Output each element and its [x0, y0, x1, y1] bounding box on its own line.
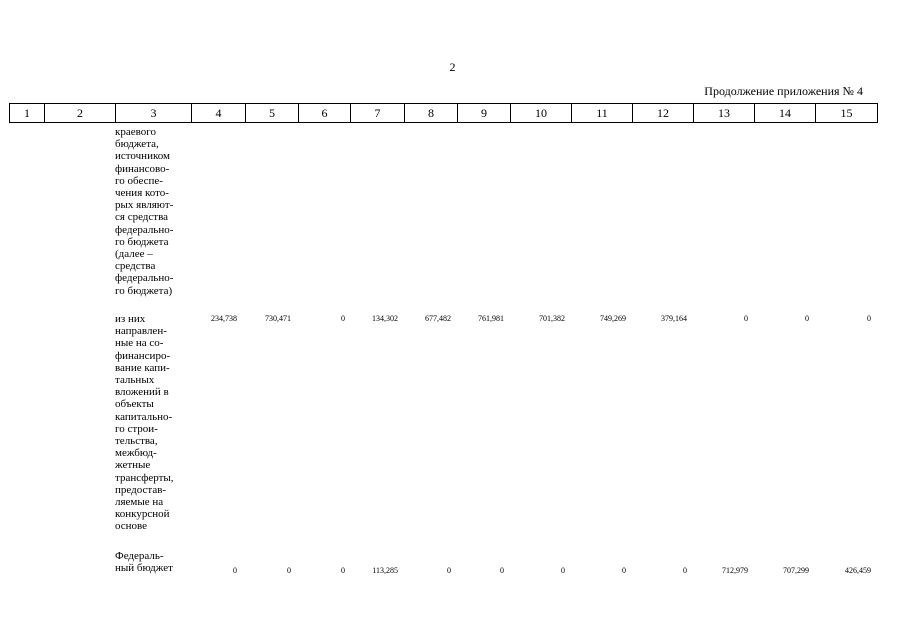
table-cell-value: 134,302: [372, 314, 398, 323]
column-number: 7: [351, 104, 405, 123]
table-cell-value: 701,382: [539, 314, 565, 323]
table-cell-value: 749,269: [600, 314, 626, 323]
table-cell-value: 0: [622, 566, 626, 575]
column-number: 2: [45, 104, 116, 123]
table-cell-value: 379,164: [661, 314, 687, 323]
column-number: 3: [116, 104, 192, 123]
appendix-continuation-label: Продолжение приложения № 4: [704, 84, 863, 98]
table-cell-value: 0: [867, 314, 871, 323]
column-number: 4: [192, 104, 246, 123]
column-number: 13: [694, 104, 755, 123]
table-cell-value: 0: [805, 314, 809, 323]
table-cell-value: 113,285: [372, 566, 398, 575]
table-cell-value: 677,482: [425, 314, 451, 323]
column-number: 5: [246, 104, 299, 123]
column-number: 9: [458, 104, 511, 123]
table-cell-value: 426,459: [845, 566, 871, 575]
table-cell-value: 0: [447, 566, 451, 575]
table-cell-value: 0: [500, 566, 504, 575]
column-number-header: [9, 103, 878, 123]
column-number: 1: [10, 104, 45, 123]
column-number: 11: [572, 104, 633, 123]
row-description-regional-budget: краевого бюджета, источником финансово- го обеспе- чения кото- рых являют- ся средства федерально- го бюджета (далее – средства федерально- го бюджета): [115, 126, 174, 297]
table-cell-value: 0: [561, 566, 565, 575]
column-number: 8: [405, 104, 458, 123]
table-cell-value: 0: [341, 314, 345, 323]
column-number: 12: [633, 104, 694, 123]
table-cell-value: 0: [744, 314, 748, 323]
table-cell-value: 0: [341, 566, 345, 575]
table-cell-value: 0: [683, 566, 687, 575]
row-description-federal-budget: Федераль- ный бюджет: [115, 550, 173, 575]
table-cell-value: 234,738: [211, 314, 237, 323]
row-description-cofinancing: из них направлен- ные на со- финансиро- вание капи- тальных вложений в объекты капитально- го строи- тельства, межбюд- жетные трансферты, предостав- ляемые на конкурсной основе: [115, 313, 174, 533]
page-number: 2: [449, 60, 456, 74]
table-cell-value: 712,979: [722, 566, 748, 575]
table-cell-value: 0: [287, 566, 291, 575]
table-cell-value: 0: [233, 566, 237, 575]
column-number: 6: [299, 104, 351, 123]
column-number: 14: [755, 104, 816, 123]
table-cell-value: 730,471: [265, 314, 291, 323]
table-cell-value: 761,981: [478, 314, 504, 323]
column-number: 10: [511, 104, 572, 123]
table-cell-value: 707,299: [783, 566, 809, 575]
column-number: 15: [816, 104, 878, 123]
